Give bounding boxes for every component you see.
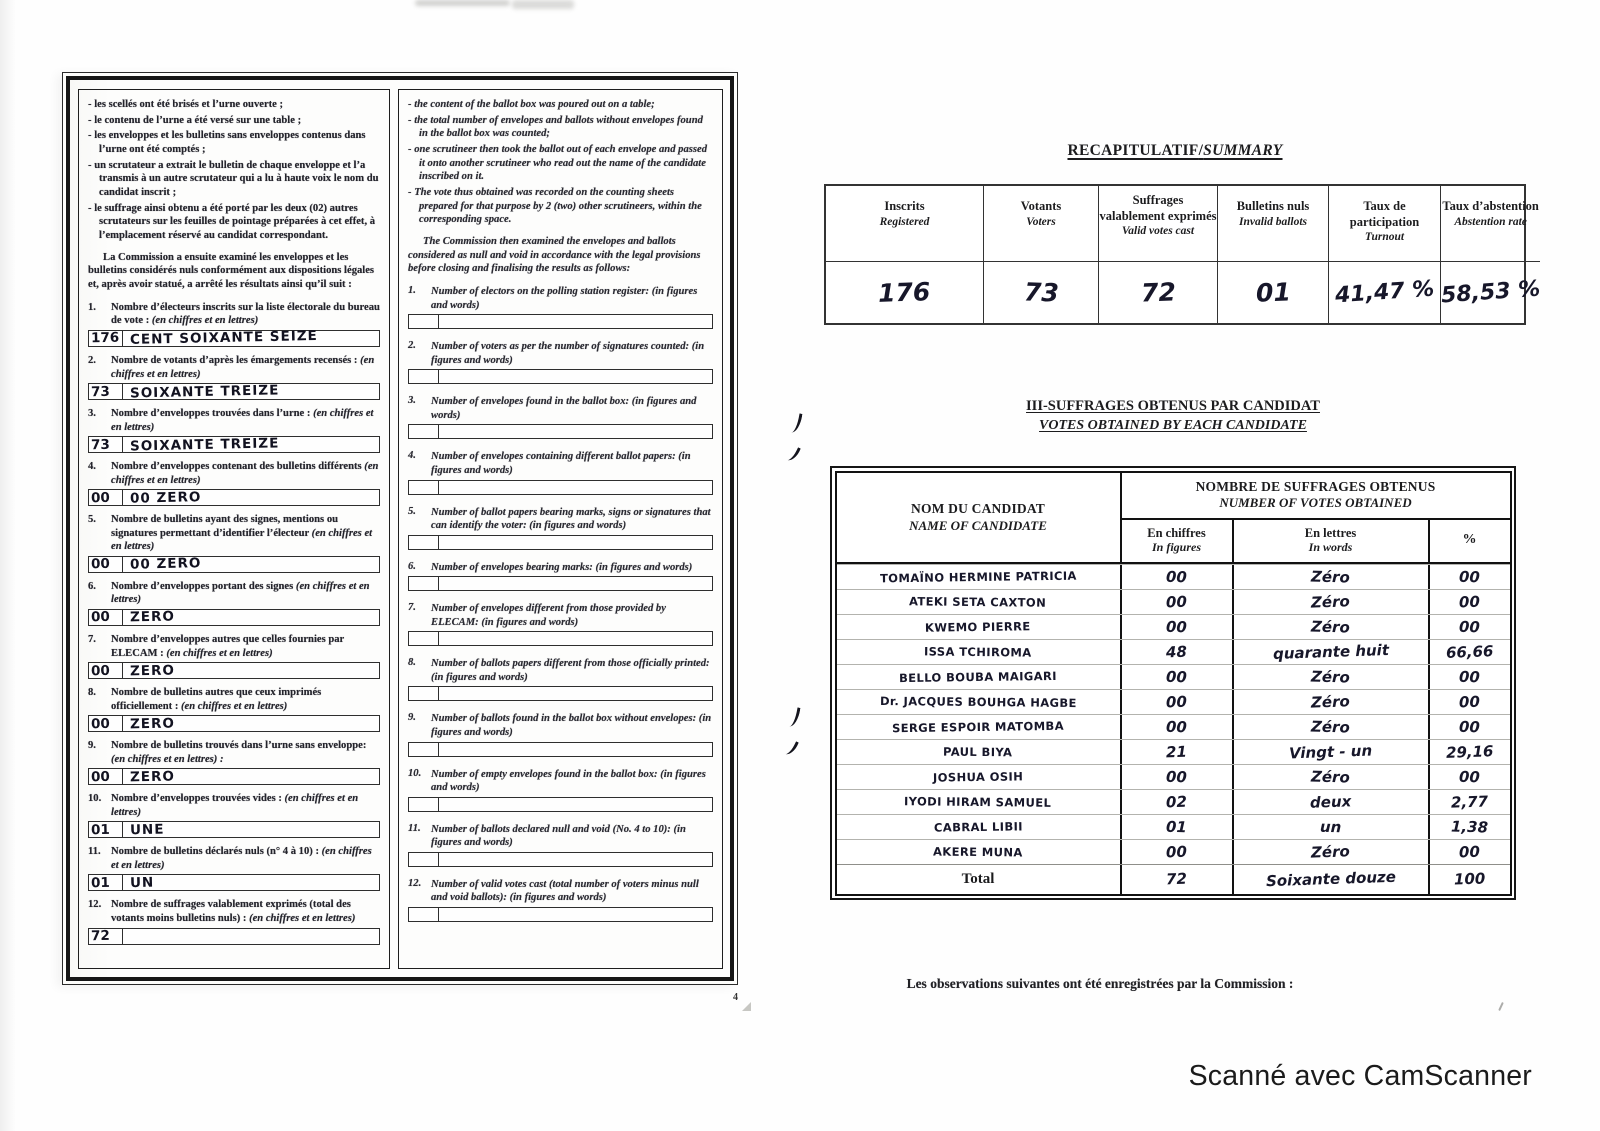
summary-header-suffrages: Suffrages valablement exprimés Valid votes cast <box>1099 186 1218 262</box>
answer-figures: 72 <box>90 927 110 945</box>
item-label: Nombre de bulletins déclarés nuls (n° 4 à 10) : <box>111 846 319 858</box>
french-bullets <box>88 98 380 243</box>
answer-words: ZERO <box>129 662 176 679</box>
left-page-frame <box>66 76 734 981</box>
summary-header-participation: Taux de participation Turnout <box>1329 186 1441 262</box>
item-number: 1. <box>408 285 416 297</box>
answer-words: 00 ZERO <box>129 555 202 574</box>
item-note: (en chiffres et en lettres) <box>111 793 359 818</box>
item-note: (en chiffres et en lettres) <box>151 315 259 327</box>
item-label: Nombre de bulletins trouvés dans l’urne sans enveloppe: <box>111 740 367 752</box>
votes-figures: 00 <box>1165 667 1188 686</box>
form-item <box>408 657 713 701</box>
item-label: Nombre de bulletins autres que ceux imprimés officiellement : <box>111 687 322 712</box>
votes-figures: 00 <box>1165 717 1188 736</box>
summary-value-abstention: 58,53 % <box>1440 276 1542 309</box>
answer-box-empty <box>408 852 713 867</box>
form-item <box>408 768 713 812</box>
votes-figures: 21 <box>1165 742 1188 761</box>
form-item <box>88 407 380 453</box>
form-item <box>88 354 380 400</box>
votes-words: Zéro <box>1310 666 1351 687</box>
item-label: Nombre de bulletins ayant des signes, mentions ou signatures permettant d’identifier l’électeur <box>111 514 339 539</box>
item-number: 7. <box>88 633 96 645</box>
answer-box <box>88 609 380 626</box>
item-label: Number of electors on the polling station register: (in figures and words) <box>431 286 698 311</box>
summary-value-suffrages: 72 <box>1099 262 1218 323</box>
votes-figures: 00 <box>1165 767 1188 786</box>
item-note: (en chiffres et en lettres) <box>166 647 273 659</box>
item-label: Nombre d’enveloppes portant des signes <box>111 580 294 592</box>
answer-box <box>88 556 380 573</box>
answer-box-empty <box>408 631 713 646</box>
item-label: Number of envelopes bearing marks: (in figures and words) <box>431 561 693 573</box>
answer-box-empty <box>408 797 713 812</box>
answer-box-empty <box>408 369 713 384</box>
answer-figures: 00 <box>90 768 110 785</box>
votes-percent: 00 <box>1458 842 1481 861</box>
votes-words: Zéro <box>1310 841 1351 862</box>
header-percent: % <box>1462 532 1477 548</box>
item-number: 5. <box>408 505 416 517</box>
summary-value-bulletins-nuls: 01 <box>1218 262 1329 323</box>
votes-words: Zéro <box>1310 716 1351 737</box>
french-items <box>88 301 380 945</box>
answer-box <box>88 768 380 785</box>
total-row <box>837 864 1510 894</box>
form-item <box>88 301 380 347</box>
item-number: 5. <box>88 514 96 526</box>
item-label: Nombre de votants d’après les émargements recensés : <box>111 354 358 366</box>
answer-figures: 01 <box>90 821 110 839</box>
summary-header-bulletins-nuls: Bulletins nuls Invalid ballots <box>1218 186 1329 262</box>
english-bullets <box>408 98 713 227</box>
item-number: 2. <box>408 340 416 352</box>
form-item <box>88 686 380 732</box>
french-closing-paragraph: La Commission a ensuite examiné les enveloppes et les bulletins considérés nuls conformément aux dispositions légales et, après avoir statué, a arrêté les résultats ainsi qu’il suit : <box>88 251 375 291</box>
candidate-row <box>837 789 1510 814</box>
form-item <box>88 845 380 891</box>
item-number: 7. <box>408 602 416 614</box>
item-label: Nombre d’enveloppes autres que celles fournies par ELECAM : <box>111 633 345 659</box>
summary-title: RECAPITULATIF/SUMMARY <box>1067 142 1283 159</box>
candidate-row <box>837 739 1510 764</box>
candidate-name: IYODI HIRAM SAMUEL <box>904 793 1052 810</box>
form-item <box>408 823 713 867</box>
summary-table <box>824 184 1542 325</box>
votes-percent: 00 <box>1458 767 1481 786</box>
answer-figures: 73 <box>90 436 110 453</box>
form-item <box>408 561 713 592</box>
summary-header-votants: Votants Voters <box>984 186 1099 262</box>
form-item <box>408 878 713 922</box>
candidate-row <box>837 814 1510 839</box>
header-candidate-name: NOM DU CANDIDAT NAME OF CANDIDATE <box>837 473 1122 562</box>
candidate-row <box>837 839 1510 864</box>
form-item <box>88 513 380 573</box>
answer-box-empty <box>408 314 713 329</box>
votes-words: Vingt - un <box>1288 741 1373 762</box>
answer-box <box>88 928 380 945</box>
item-number: 9. <box>88 740 96 752</box>
item-number: 8. <box>408 657 416 669</box>
english-items <box>408 285 713 922</box>
form-item <box>408 285 713 329</box>
form-item <box>408 340 713 384</box>
votes-percent: 2,77 <box>1450 791 1489 812</box>
votes-percent: 66,66 <box>1445 641 1494 662</box>
answer-words: SOIXANTE TREIZE <box>129 381 280 402</box>
candidate-name: ATEKI SETA CAXTON <box>909 593 1047 610</box>
bullet-item: - le suffrage ainsi obtenu a été porté par les deux (02) autres scrutateurs sur les feuilles de pointage préparées à cet effet, à l’emplacement réservé au candidat correspondant. <box>88 202 380 243</box>
item-label: Number of ballots declared null and void (No. 4 to 10): (in figures and words) <box>431 823 686 849</box>
header-votes-obtained: NOMBRE DE SUFFRAGES OBTENUS NUMBER OF VOTES OBTAINED <box>1122 473 1510 520</box>
votes-percent: 00 <box>1458 567 1481 586</box>
header-in-words: En lettres In words <box>1234 520 1430 562</box>
item-note: (en chiffres et en lettres) <box>181 700 288 712</box>
item-label: Nombre d’enveloppes trouvées dans l’urne : <box>111 408 311 420</box>
item-note: (en chiffres et en lettres) <box>111 354 375 380</box>
item-label: Nombre d’électeurs inscrits sur la liste électorale du bureau de vote : <box>111 301 380 327</box>
votes-percent: 00 <box>1458 617 1481 636</box>
form-item <box>408 506 713 550</box>
bullet-item: - les scellés ont été brisés et l’urne ouverte ; <box>88 98 380 112</box>
item-number: 1. <box>88 301 96 313</box>
item-label: Number of ballots found in the ballot box without envelopes: (in figures and words) <box>431 713 712 738</box>
summary-header-inscrits: Inscrits Registered <box>826 186 984 262</box>
scan-edge-shadow <box>0 0 16 1131</box>
votes-percent: 00 <box>1458 717 1481 736</box>
item-label: Number of ballots papers different from those officially printed: (in figures and words) <box>431 658 710 683</box>
pen-mark <box>790 412 802 433</box>
item-number: 11. <box>88 846 101 858</box>
answer-box <box>88 330 380 347</box>
bullet-item: - le contenu de l’urne a été versé sur une table ; <box>88 114 380 128</box>
form-item <box>88 898 380 944</box>
item-number: 6. <box>408 560 416 572</box>
item-label: Nombre de suffrages valablement exprimés (total des votants moins bulletins nuls) : <box>111 899 351 924</box>
answer-box-empty <box>408 686 713 701</box>
item-label: Number of envelopes different from those provided by ELECAM: (in figures and words) <box>431 603 666 628</box>
item-number: 4. <box>88 461 96 473</box>
answer-figures: 73 <box>90 383 110 400</box>
item-note: (en chiffres et en lettres) : <box>111 753 224 765</box>
bullet-item: - the total number of envelopes and ballots without envelopes found in the ballot box was counted; <box>408 114 713 141</box>
candidate-row <box>837 639 1510 664</box>
votes-percent: 1,38 <box>1450 817 1489 836</box>
answer-figures: 01 <box>90 874 110 892</box>
answer-box <box>88 821 380 838</box>
answer-box-empty <box>408 424 713 439</box>
votes-title: III-SUFFRAGES OBTENUS PAR CANDIDAT VOTES OBTAINED BY EACH CANDIDATE <box>1026 398 1320 433</box>
form-item <box>88 792 380 838</box>
candidate-row <box>837 689 1510 714</box>
item-number: 8. <box>88 687 96 699</box>
votes-table <box>830 466 1516 900</box>
form-item <box>88 739 380 785</box>
answer-figures: 00 <box>90 662 110 679</box>
votes-percent: 00 <box>1458 667 1481 686</box>
item-number: 6. <box>88 580 96 592</box>
total-words: Soixante douze <box>1265 867 1396 891</box>
bullet-item: - The vote thus obtained was recorded on the counting sheets prepared for that purpose by 2 (two) other scrutineers, within the corresponding space. <box>408 186 713 227</box>
candidate-name: CABRAL LIBII <box>933 818 1023 835</box>
answer-words: UN <box>129 874 155 892</box>
answer-words: SOIXANTE TREIZE <box>129 435 280 455</box>
form-item <box>408 450 713 494</box>
item-label: Nombre d’enveloppes trouvées vides : <box>111 793 282 805</box>
votes-percent: 00 <box>1458 692 1481 711</box>
answer-words: CENT SOIXANTE SEIZE <box>129 328 318 349</box>
item-number: 9. <box>408 712 416 724</box>
page-number: 4 <box>733 992 738 1003</box>
candidate-name: TOMAÏNO HERMINE PATRICIA <box>879 568 1077 585</box>
english-column <box>398 89 723 969</box>
total-figures: 72 <box>1165 869 1188 889</box>
answer-box <box>88 383 380 400</box>
answer-box-empty <box>408 480 713 495</box>
candidate-name: AKERE MUNA <box>933 844 1023 859</box>
english-closing-paragraph: The Commission then examined the envelopes and ballots considered as null and void in accordance with the legal provisions before closing and finalising the results as follows: <box>408 235 701 275</box>
summary-value-votants: 73 <box>984 262 1099 323</box>
votes-figures: 00 <box>1165 842 1188 861</box>
candidate-row <box>837 564 1510 589</box>
item-note: (en chiffres et en lettres) <box>111 408 374 433</box>
votes-figures: 00 <box>1165 567 1188 586</box>
stray-mark <box>1498 1002 1504 1011</box>
item-number: 3. <box>88 408 96 420</box>
page-curl-icon <box>742 1002 751 1011</box>
item-note: (en chiffres et en lettres) <box>111 580 370 606</box>
candidate-row <box>837 764 1510 789</box>
answer-box <box>88 436 380 453</box>
form-item <box>88 580 380 626</box>
candidate-name: Dr. JACQUES BOUHGA HAGBE <box>879 693 1077 710</box>
answer-box <box>88 662 380 679</box>
answer-words: ZERO <box>129 768 176 786</box>
answer-words: 00 ZERO <box>129 488 202 507</box>
votes-figures: 48 <box>1165 642 1188 661</box>
answer-figures: 00 <box>90 715 110 732</box>
item-note: (en chiffres et en lettres) <box>111 461 379 486</box>
votes-words: Zéro <box>1310 566 1351 587</box>
scan-smudge <box>512 0 574 9</box>
votes-figures: 02 <box>1165 792 1188 811</box>
pen-mark <box>788 706 800 727</box>
summary-header-abstention: Taux d’abstention Abstention rate <box>1441 186 1540 262</box>
total-label: Total <box>961 870 995 887</box>
observations-line: Les observations suivantes ont été enregistrées par la Commission : <box>906 976 1294 991</box>
answer-words: UNE <box>129 821 165 839</box>
candidate-name: ISSA TCHIROMA <box>924 643 1032 660</box>
votes-figures: 00 <box>1165 617 1188 636</box>
answer-box-empty <box>408 742 713 757</box>
votes-words: Zéro <box>1310 766 1351 787</box>
total-percent: 100 <box>1453 869 1486 889</box>
summary-value-inscrits: 176 <box>826 262 984 323</box>
answer-box <box>88 874 380 891</box>
votes-words: quarante huit <box>1272 640 1389 663</box>
candidate-row <box>837 589 1510 614</box>
item-number: 3. <box>408 395 416 407</box>
answer-box-empty <box>408 576 713 591</box>
item-number: 10. <box>88 793 102 805</box>
summary-value-participation: 41,47 % <box>1329 262 1441 323</box>
votes-words: Zéro <box>1310 616 1351 637</box>
votes-words: deux <box>1309 791 1352 812</box>
answer-box-empty <box>408 535 713 550</box>
votes-percent: 00 <box>1458 592 1481 611</box>
votes-words: Zéro <box>1310 591 1351 612</box>
form-item <box>408 712 713 756</box>
scan-smudge <box>415 0 510 6</box>
item-number: 12. <box>88 899 102 911</box>
candidate-name: PAUL BIYA <box>943 744 1013 759</box>
votes-figures: 01 <box>1165 817 1188 836</box>
answer-words: ZERO <box>129 715 176 733</box>
item-note: (en chiffres et en lettres) <box>111 846 372 871</box>
item-label: Number of envelopes containing different ballot papers: (in figures and words) <box>431 451 691 477</box>
form-item <box>408 602 713 646</box>
item-number: 12. <box>408 877 422 889</box>
votes-table-header <box>837 473 1510 564</box>
item-label: Number of valid votes cast (total number of voters minus null and void ballots): (in figures and words) <box>431 878 699 904</box>
item-note: (en chiffres et en lettres) <box>111 527 373 553</box>
bullet-item: - one scrutineer then took the ballot out of each envelope and passed it onto another scrutineer who read out the name of the candidate inscribed on it. <box>408 143 713 184</box>
item-label: Number of empty envelopes found in the ballot box: (in figures and words) <box>431 768 706 794</box>
left-page <box>62 72 738 985</box>
item-label: Number of voters as per the number of signatures counted: (in figures and words) <box>431 341 705 366</box>
item-label: Number of envelopes found in the ballot box: (in figures and words) <box>431 396 697 421</box>
answer-box-empty <box>408 907 713 922</box>
item-number: 10. <box>408 767 422 779</box>
votes-percent: 29,16 <box>1445 741 1494 762</box>
camscanner-watermark: Scanné avec CamScanner <box>1188 1060 1532 1092</box>
answer-figures: 00 <box>90 556 110 573</box>
candidate-name: JOSHUA OSIH <box>932 768 1024 785</box>
item-label: Number of ballot papers bearing marks, signs or signatures that can identify the voter: (in figures and words) <box>431 506 711 532</box>
answer-figures: 176 <box>90 330 120 347</box>
french-column <box>78 89 390 969</box>
answer-box <box>88 715 380 732</box>
item-number: 4. <box>408 450 416 462</box>
votes-figures: 00 <box>1165 592 1188 611</box>
form-item <box>88 633 380 679</box>
candidate-row <box>837 614 1510 639</box>
item-number: 11. <box>408 822 421 834</box>
candidate-name: SERGE ESPOIR MATOMBA <box>891 718 1065 735</box>
bullet-item: - les enveloppes et les bulletins sans enveloppes contenus dans l’urne ont été comptés ; <box>88 129 380 156</box>
votes-words: un <box>1319 817 1342 836</box>
answer-figures: 00 <box>90 609 110 626</box>
votes-figures: 00 <box>1165 692 1188 711</box>
bullet-item: - un scrutateur a extrait le bulletin de chaque enveloppe et l’a transmis à un autre scrutateur qui a lu à haute voix le nom du candidat inscrit ; <box>88 159 380 200</box>
candidate-row <box>837 714 1510 739</box>
form-item <box>408 395 713 439</box>
candidate-name: BELLO BOUBA MAIGARI <box>898 668 1058 685</box>
bullet-item: - the content of the ballot box was poured out on a table; <box>408 98 713 112</box>
item-number: 2. <box>88 354 96 366</box>
candidate-row <box>837 664 1510 689</box>
form-item <box>88 460 380 506</box>
item-note: (en chiffres et en lettres) <box>249 912 356 924</box>
answer-words: ZERO <box>129 608 176 626</box>
votes-words: Zéro <box>1310 691 1351 712</box>
pen-mark <box>784 739 799 757</box>
item-label: Nombre d’enveloppes contenant des bulletins différents <box>111 461 362 473</box>
answer-figures: 00 <box>90 489 110 506</box>
pen-mark <box>786 445 801 463</box>
votes-table-body <box>837 564 1510 864</box>
candidate-name: KWEMO PIERRE <box>925 618 1031 635</box>
answer-box <box>88 489 380 506</box>
header-in-figures: En chiffres In figures <box>1122 520 1234 562</box>
